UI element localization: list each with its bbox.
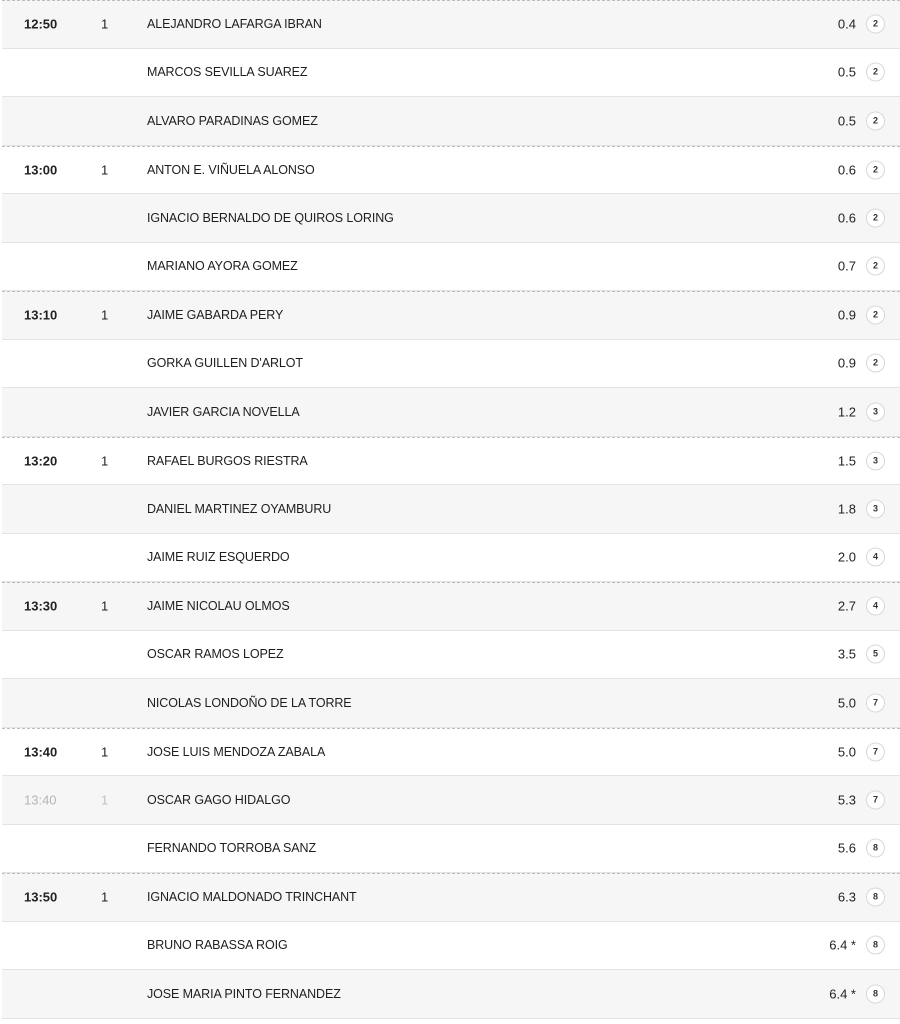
playing-handicap-badge: 5	[866, 645, 885, 664]
playing-handicap-badge: 2	[866, 257, 885, 276]
tee-time: 13:10	[24, 307, 58, 323]
tee-time: 13:20	[24, 453, 58, 469]
handicap-value: 6.3	[837, 889, 856, 905]
player-name[interactable]: JAIME GABARDA PERY	[147, 308, 284, 323]
tee-number: 1	[101, 598, 109, 614]
player-name[interactable]: OSCAR RAMOS LOPEZ	[147, 647, 284, 662]
playing-handicap-badge: 7	[866, 790, 885, 809]
tee-number: 1	[101, 792, 109, 808]
player-name[interactable]: BRUNO RABASSA ROIG	[147, 938, 288, 953]
player-name[interactable]: JAIME RUIZ ESQUERDO	[147, 550, 290, 565]
tee-time: 13:00	[24, 162, 58, 178]
player-name[interactable]: NICOLAS LONDOÑO DE LA TORRE	[147, 695, 352, 710]
handicap-value: 5.3	[837, 792, 856, 808]
player-row[interactable]	[2, 873, 900, 922]
handicap-value: 0.9	[837, 307, 856, 323]
player-name[interactable]: JOSE MARIA PINTO FERNANDEZ	[147, 986, 341, 1001]
playing-handicap-badge: 8	[866, 984, 885, 1003]
player-name[interactable]: GORKA GUILLEN D'ARLOT	[147, 356, 303, 371]
tee-time: 13:30	[24, 598, 58, 614]
handicap-value: 2.0	[837, 549, 856, 565]
player-row[interactable]	[2, 776, 900, 825]
tee-number: 1	[101, 16, 109, 32]
playing-handicap-badge: 2	[866, 160, 885, 179]
tee-time-list	[2, 0, 900, 1019]
handicap-value: 1.8	[837, 501, 856, 517]
player-row[interactable]	[2, 825, 900, 874]
tee-number: 1	[101, 162, 109, 178]
player-row[interactable]	[2, 728, 900, 777]
tee-number: 1	[101, 889, 109, 905]
handicap-value: 0.5	[837, 113, 856, 129]
player-row[interactable]	[2, 922, 900, 971]
playing-handicap-badge: 3	[866, 402, 885, 421]
playing-handicap-badge: 2	[866, 208, 885, 227]
handicap-value: 0.6	[837, 210, 856, 226]
player-row[interactable]	[2, 49, 900, 98]
playing-handicap-badge: 2	[866, 15, 885, 34]
player-row[interactable]	[2, 582, 900, 631]
player-row[interactable]	[2, 97, 900, 146]
handicap-value: 6.4 *	[829, 986, 856, 1002]
playing-handicap-badge: 7	[866, 742, 885, 761]
player-name[interactable]: ALVARO PARADINAS GOMEZ	[147, 113, 318, 128]
player-row[interactable]	[2, 388, 900, 437]
playing-handicap-badge: 2	[866, 111, 885, 130]
player-row[interactable]	[2, 485, 900, 534]
handicap-value: 1.2	[837, 404, 856, 420]
player-name[interactable]: JOSE LUIS MENDOZA ZABALA	[147, 744, 326, 759]
tee-number: 1	[101, 307, 109, 323]
player-row[interactable]	[2, 631, 900, 680]
player-name[interactable]: MARCOS SEVILLA SUAREZ	[147, 65, 308, 80]
player-row[interactable]	[2, 437, 900, 486]
player-name[interactable]: JAVIER GARCIA NOVELLA	[147, 404, 300, 419]
player-name[interactable]: RAFAEL BURGOS RIESTRA	[147, 453, 308, 468]
playing-handicap-badge: 8	[866, 839, 885, 858]
tee-number: 1	[101, 744, 109, 760]
player-name[interactable]: OSCAR GAGO HIDALGO	[147, 792, 291, 807]
player-row[interactable]	[2, 194, 900, 243]
handicap-value: 2.7	[837, 598, 856, 614]
playing-handicap-badge: 3	[866, 451, 885, 470]
playing-handicap-badge: 8	[866, 936, 885, 955]
tee-time: 13:40	[24, 744, 58, 760]
handicap-value: 3.5	[837, 646, 856, 662]
player-name[interactable]: ANTON E. VIÑUELA ALONSO	[147, 162, 315, 177]
playing-handicap-badge: 4	[866, 597, 885, 616]
tee-time: 13:40	[24, 792, 57, 808]
handicap-value: 5.0	[837, 695, 856, 711]
playing-handicap-badge: 4	[866, 548, 885, 567]
player-name[interactable]: DANIEL MARTINEZ OYAMBURU	[147, 501, 332, 516]
handicap-value: 0.9	[837, 355, 856, 371]
playing-handicap-badge: 2	[866, 306, 885, 325]
player-name[interactable]: IGNACIO MALDONADO TRINCHANT	[147, 890, 357, 905]
handicap-value: 6.4 *	[829, 937, 856, 953]
handicap-value: 0.5	[837, 64, 856, 80]
playing-handicap-badge: 2	[866, 63, 885, 82]
player-row[interactable]	[2, 970, 900, 1019]
player-name[interactable]: IGNACIO BERNALDO DE QUIROS LORING	[147, 210, 394, 225]
handicap-value: 1.5	[837, 453, 856, 469]
handicap-value: 5.0	[837, 744, 856, 760]
playing-handicap-badge: 8	[866, 888, 885, 907]
tee-number: 1	[101, 453, 109, 469]
player-row[interactable]	[2, 0, 900, 49]
player-name[interactable]: JAIME NICOLAU OLMOS	[147, 599, 290, 614]
player-row[interactable]	[2, 340, 900, 389]
player-row[interactable]	[2, 146, 900, 195]
handicap-value: 0.7	[837, 258, 856, 274]
player-name[interactable]: FERNANDO TORROBA SANZ	[147, 841, 316, 856]
handicap-value: 5.6	[837, 840, 856, 856]
player-row[interactable]	[2, 291, 900, 340]
player-row[interactable]	[2, 534, 900, 583]
player-row[interactable]	[2, 679, 900, 728]
player-name[interactable]: ALEJANDRO LAFARGA IBRAN	[147, 17, 322, 32]
playing-handicap-badge: 2	[866, 354, 885, 373]
tee-time: 13:50	[24, 889, 58, 905]
handicap-value: 0.4	[837, 16, 856, 32]
tee-time: 12:50	[24, 16, 58, 32]
player-name[interactable]: MARIANO AYORA GOMEZ	[147, 259, 298, 274]
handicap-value: 0.6	[837, 162, 856, 178]
player-row[interactable]	[2, 243, 900, 292]
playing-handicap-badge: 7	[866, 693, 885, 712]
playing-handicap-badge: 3	[866, 499, 885, 518]
